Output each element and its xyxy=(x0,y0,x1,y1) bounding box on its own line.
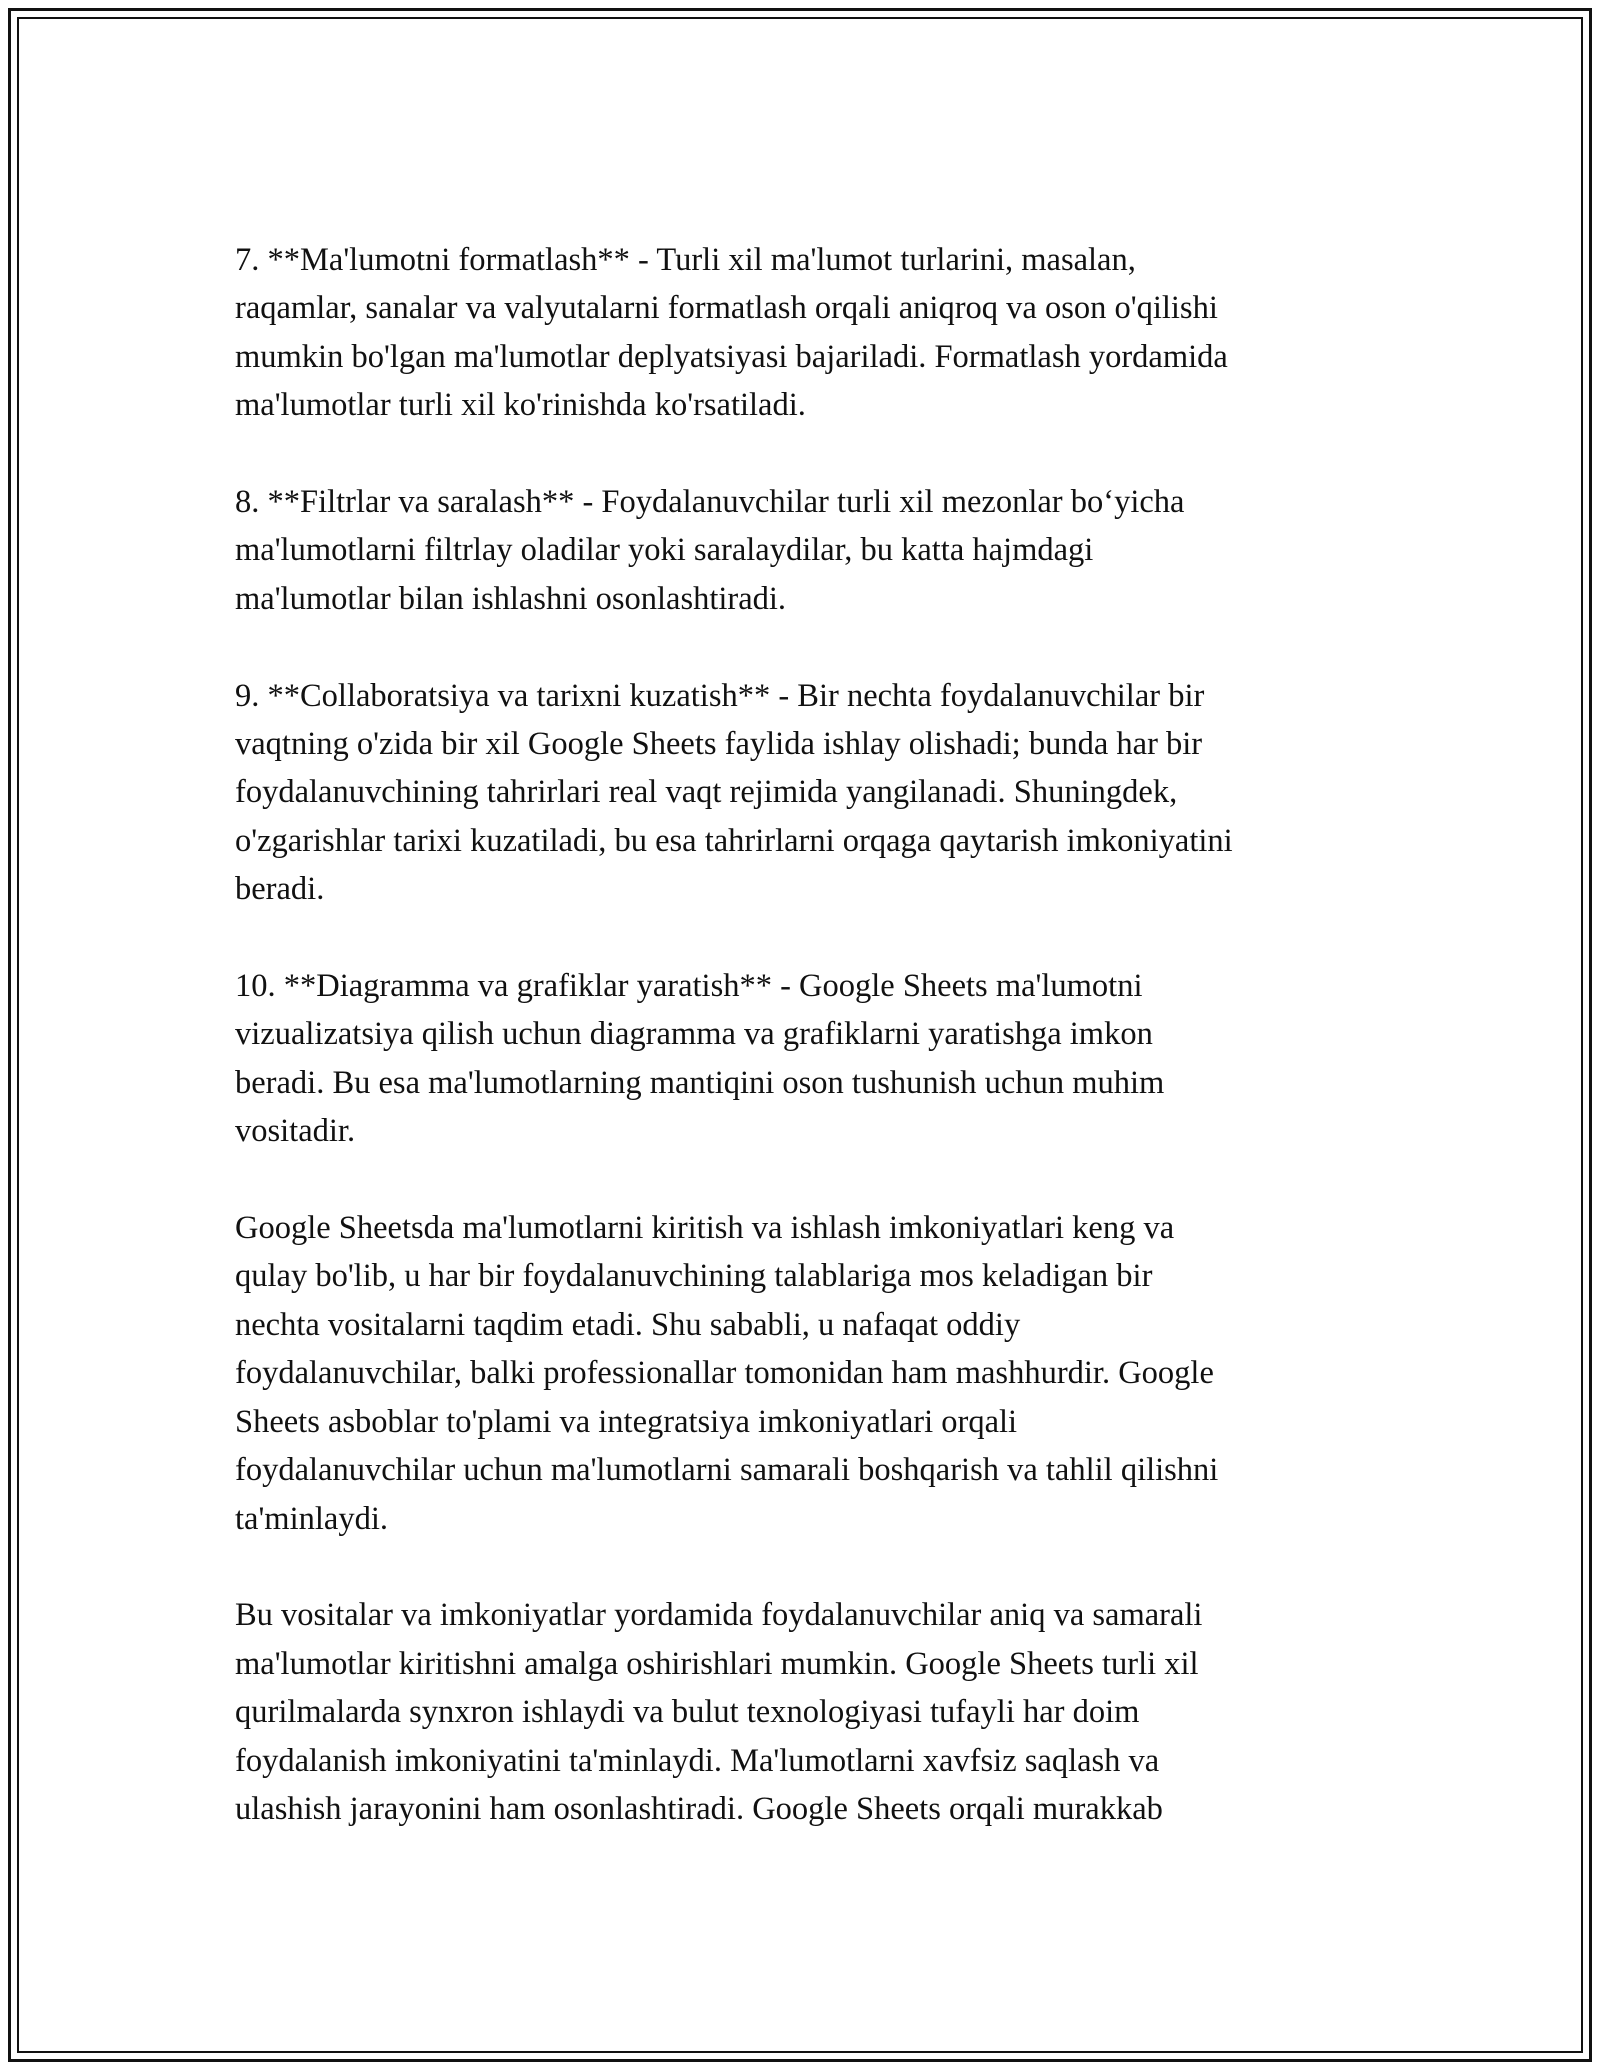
text-line: raqamlar, sanalar va valyutalarni formatlash orqali aniqroq va oson o'qilishi xyxy=(235,290,1218,327)
text-line: vaqtning o'zida bir xil Google Sheets faylida ishlay olishadi; bunda har bir xyxy=(235,726,1203,763)
text-line: mumkin bo'lgan ma'lumotlar deplyatsiyasi bajariladi. Formatlash yordamida xyxy=(235,338,1228,375)
text-line: foydalanuvchilar uchun ma'lumotlarni samarali boshqarish va tahlil qilishni xyxy=(235,1452,1219,1489)
text-line: beradi. Bu esa ma'lumotlarning mantiqini oson tushunish uchun muhim xyxy=(235,1064,1165,1101)
text-line: ulashish jarayonini ham osonlashtiradi. Google Sheets orqali murakkab xyxy=(235,1790,1163,1827)
text-line: Sheets asboblar to'plami va integratsiya imkoniyatlari orqali xyxy=(235,1403,1018,1440)
text-line: vositadir. xyxy=(235,1113,356,1150)
text-line: beradi. xyxy=(235,871,325,908)
paragraph-summary xyxy=(235,1204,1375,1543)
text-line: nechta vositalarni taqdim etadi. Shu sababli, u nafaqat oddiy xyxy=(235,1306,1021,1343)
paragraph-conclusion xyxy=(235,1591,1375,1833)
text-line: qulay bo'lib, u har bir foydalanuvchining talablariga mos keladigan bir xyxy=(235,1258,1153,1295)
document-body xyxy=(235,236,1375,1882)
text-line: foydalanish imkoniyatini ta'minlaydi. Ma'lumotlarni xavfsiz saqlash va xyxy=(235,1742,1160,1779)
text-line: ma'lumotlar turli xil ko'rinishda ko'rsatiladi. xyxy=(235,387,806,424)
text-line: o'zgarishlar tarixi kuzatiladi, bu esa tahrirlarni orqaga qaytarish imkoniyatini xyxy=(235,822,1233,859)
text-line: qurilmalarda synxron ishlaydi va bulut texnologiyasi tufayli har doim xyxy=(235,1694,1140,1731)
text-line: vizualizatsiya qilish uchun diagramma va grafiklarni yaratishga imkon xyxy=(235,1016,1153,1053)
text-line: Google Sheetsda ma'lumotlarni kiritish va ishlash imkoniyatlari keng va xyxy=(235,1210,1175,1247)
paragraph-collaboration xyxy=(235,672,1375,914)
text-line: ta'minlaydi. xyxy=(235,1500,388,1537)
text-line: 7. **Ma'lumotni formatlash** - Turli xil ma'lumot turlarini, masalan, xyxy=(235,242,1136,278)
text-line: 9. **Collaboratsiya va tarixni kuzatish** - Bir nechta foydalanuvchilar bir xyxy=(235,677,1205,714)
text-line: ma'lumotlar kiritishni amalga oshirishlari mumkin. Google Sheets turli xil xyxy=(235,1645,1199,1682)
text-line: foydalanuvchilar, balki professionallar tomonidan ham mashhurdir. Google xyxy=(235,1355,1214,1392)
paragraph-filters xyxy=(235,478,1375,623)
paragraph-formatting xyxy=(235,236,1375,430)
text-line: Bu vositalar va imkoniyatlar yordamida foydalanuvchilar aniq va samarali xyxy=(235,1597,1203,1634)
text-line: ma'lumotlar bilan ishlashni osonlashtiradi. xyxy=(235,580,787,617)
text-line: 10. **Diagramma va grafiklar yaratish** - Google Sheets ma'lumotni xyxy=(235,968,1143,1005)
text-line: foydalanuvchining tahrirlari real vaqt rejimida yangilanadi. Shuningdek, xyxy=(235,774,1178,811)
text-line: ma'lumotlarni filtrlay oladilar yoki saralaydilar, bu katta hajmdagi xyxy=(235,532,1094,569)
paragraph-charts xyxy=(235,962,1375,1156)
text-line: 8. **Filtrlar va saralash** - Foydalanuvchilar turli xil mezonlar bo‘yicha xyxy=(235,484,1185,521)
